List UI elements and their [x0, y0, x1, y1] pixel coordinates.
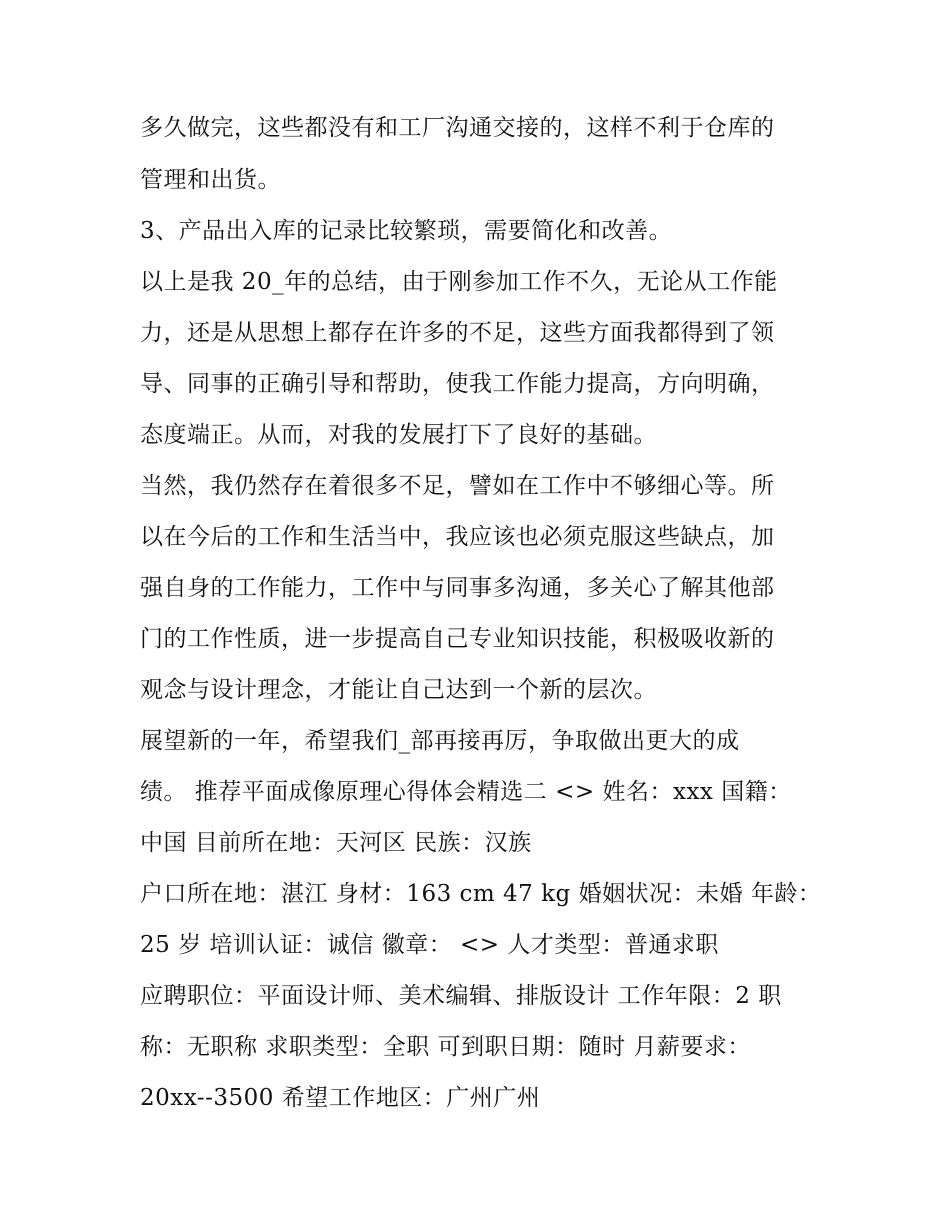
text-line: 3、产品出入库的记录比较繁琐，需要简化和改善。	[140, 218, 673, 244]
text-line: 导、同事的正确引导和帮助，使我工作能力提高，方向明确，	[140, 371, 775, 397]
text-line: 以在今后的工作和生活当中，我应该也必须克服这些缺点，加	[140, 524, 775, 550]
text-line: 强自身的工作能力，工作中与同事多沟通，多关心了解其他部	[140, 575, 775, 601]
text-line: 25 岁 培训认证：诚信 徽章： <> 人才类型：普通求职	[140, 932, 719, 958]
text-line: 态度端正。从而，对我的发展打下了良好的基础。	[140, 422, 657, 448]
text-line: 多久做完，这些都没有和工厂沟通交接的，这样不利于仓库的	[140, 115, 775, 141]
text-line: 应聘职位：平面设计师、美术编辑、排版设计 工作年限：2 职	[140, 983, 782, 1009]
text-line: 称：无职称 求职类型：全职 可到职日期：随时 月薪要求：	[140, 1034, 751, 1060]
text-line: 户口所在地：湛江 身材：163 cm 47 kg 婚姻状况：未婚 年龄：	[140, 881, 822, 907]
text-line: 中国 目前所在地：天河区 民族：汉族	[140, 830, 532, 856]
text-line: 力，还是从思想上都存在许多的不足，这些方面我都得到了领	[140, 320, 775, 346]
text-line: 展望新的一年，希望我们_部再接再厉，争取做出更大的成	[140, 728, 740, 754]
text-line: 观念与设计理念，才能让自己达到一个新的层次。	[140, 677, 657, 703]
text-line: 门的工作性质，进一步提高自己专业知识技能，积极吸收新的	[140, 626, 775, 652]
text-line: 以上是我 20_年的总结，由于刚参加工作不久，无论从工作能	[140, 269, 778, 295]
text-line: 20xx--3500 希望工作地区：广州广州	[140, 1085, 541, 1111]
text-line: 绩。 推荐平面成像原理心得体会精选二 <> 姓名：xxx 国籍：	[140, 779, 792, 805]
text-line: 当然，我仍然存在着很多不足，譬如在工作中不够细心等。所	[140, 473, 775, 499]
text-line: 管理和出货。	[140, 167, 281, 193]
